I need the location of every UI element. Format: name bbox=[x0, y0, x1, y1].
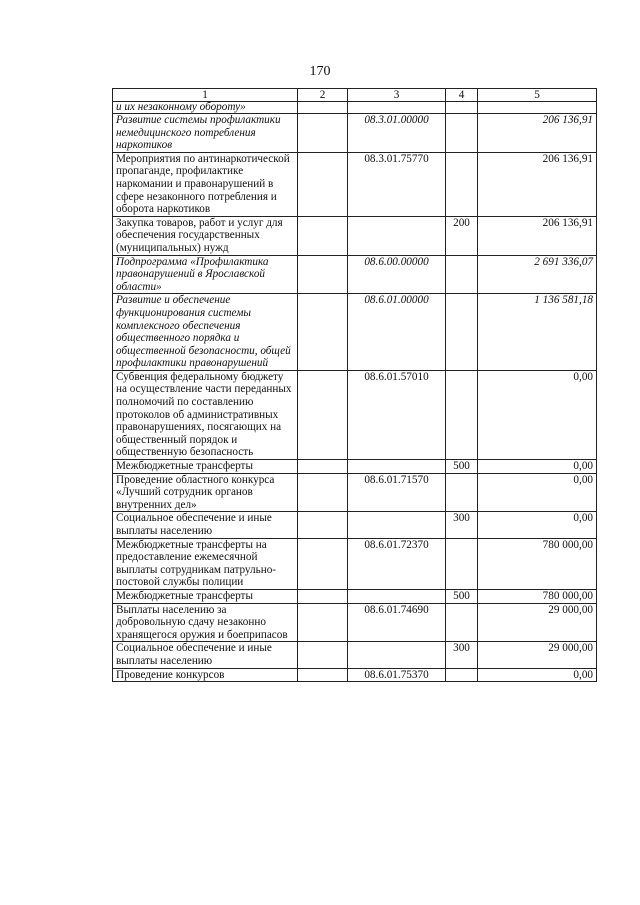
table-row bbox=[113, 642, 597, 668]
table-row bbox=[113, 603, 597, 642]
row-name: Выплаты населению за добровольную сдачу незаконно хранящегося оружия и боеприпасов bbox=[113, 603, 298, 642]
table-row bbox=[113, 370, 597, 459]
table-body bbox=[113, 102, 597, 682]
row-sum: 206 136,91 bbox=[478, 152, 597, 216]
table-header-row bbox=[113, 89, 597, 102]
row-expense-type bbox=[446, 102, 478, 114]
row-name: Мероприятия по антинаркотической пропаганде, профилактике наркомании и правонарушений в сфере незаконного потребления и оборота наркотиков bbox=[113, 152, 298, 216]
row-col-2 bbox=[298, 512, 348, 538]
row-col-2 bbox=[298, 102, 348, 114]
row-col-2 bbox=[298, 460, 348, 474]
row-name: Проведение конкурсов bbox=[113, 668, 298, 682]
row-sum: 0,00 bbox=[478, 370, 597, 459]
table-row bbox=[113, 460, 597, 474]
row-sum: 206 136,91 bbox=[478, 114, 597, 153]
table-row bbox=[113, 512, 597, 538]
table-row bbox=[113, 668, 597, 682]
table-row bbox=[113, 114, 597, 153]
row-expense-type: 300 bbox=[446, 512, 478, 538]
table-row bbox=[113, 473, 597, 512]
row-name: Межбюджетные трансферты на предоставление ежемесячной выплаты сотрудникам патрульно-постовой службы полиции bbox=[113, 538, 298, 589]
row-sum: 780 000,00 bbox=[478, 589, 597, 603]
row-expense-type bbox=[446, 114, 478, 153]
row-target-code bbox=[348, 589, 446, 603]
row-expense-type bbox=[446, 370, 478, 459]
row-expense-type bbox=[446, 668, 478, 682]
row-name: Социальное обеспечение и иные выплаты населению bbox=[113, 512, 298, 538]
table-row bbox=[113, 102, 597, 114]
row-name: и их незаконному обороту» bbox=[113, 102, 298, 114]
page-number: 170 bbox=[309, 64, 331, 79]
row-target-code: 08.6.00.00000 bbox=[348, 255, 446, 294]
row-sum: 0,00 bbox=[478, 473, 597, 512]
row-sum: 29 000,00 bbox=[478, 642, 597, 668]
row-col-2 bbox=[298, 668, 348, 682]
row-expense-type bbox=[446, 538, 478, 589]
row-col-2 bbox=[298, 370, 348, 459]
table-row bbox=[113, 589, 597, 603]
row-col-2 bbox=[298, 642, 348, 668]
row-col-2 bbox=[298, 538, 348, 589]
table-row bbox=[113, 152, 597, 216]
row-name: Социальное обеспечение и иные выплаты населению bbox=[113, 642, 298, 668]
row-target-code bbox=[348, 642, 446, 668]
row-sum: 0,00 bbox=[478, 668, 597, 682]
row-col-2 bbox=[298, 473, 348, 512]
row-sum bbox=[478, 102, 597, 114]
row-col-2 bbox=[298, 603, 348, 642]
row-name: Подпрограмма «Профилактика правонарушений в Ярославской области» bbox=[113, 255, 298, 294]
row-expense-type: 200 bbox=[446, 216, 478, 255]
row-name: Закупка товаров, работ и услуг для обеспечения государственных (муниципальных) нужд bbox=[113, 216, 298, 255]
row-target-code bbox=[348, 512, 446, 538]
row-expense-type: 300 bbox=[446, 642, 478, 668]
header-col-4: 4 bbox=[446, 89, 478, 102]
row-sum: 29 000,00 bbox=[478, 603, 597, 642]
row-sum: 0,00 bbox=[478, 512, 597, 538]
row-expense-type bbox=[446, 152, 478, 216]
row-col-2 bbox=[298, 216, 348, 255]
table-row bbox=[113, 294, 597, 371]
row-expense-type: 500 bbox=[446, 460, 478, 474]
row-target-code bbox=[348, 102, 446, 114]
row-col-2 bbox=[298, 255, 348, 294]
table-row bbox=[113, 538, 597, 589]
header-col-2: 2 bbox=[298, 89, 348, 102]
row-col-2 bbox=[298, 114, 348, 153]
row-target-code: 08.3.01.00000 bbox=[348, 114, 446, 153]
budget-table bbox=[112, 88, 597, 682]
row-name: Субвенция федеральному бюджету на осуществление части переданных полномочий по составлению протоколов об административных правонарушениях, посягающих на общественный порядок и общественную безопасность bbox=[113, 370, 298, 459]
header-col-1: 1 bbox=[113, 89, 298, 102]
row-name: Развитие и обеспечение функционирования системы комплексного обеспечения общественного порядка и общественной безопасности, общей профилактики правонарушений bbox=[113, 294, 298, 371]
row-expense-type: 500 bbox=[446, 589, 478, 603]
row-name: Развитие системы профилактики немедицинского потребления наркотиков bbox=[113, 114, 298, 153]
row-name: Межбюджетные трансферты bbox=[113, 460, 298, 474]
row-sum: 1 136 581,18 bbox=[478, 294, 597, 371]
row-sum: 2 691 336,07 bbox=[478, 255, 597, 294]
row-target-code: 08.6.01.75370 bbox=[348, 668, 446, 682]
row-col-2 bbox=[298, 152, 348, 216]
row-name: Межбюджетные трансферты bbox=[113, 589, 298, 603]
row-target-code: 08.6.01.00000 bbox=[348, 294, 446, 371]
row-sum: 0,00 bbox=[478, 460, 597, 474]
row-expense-type bbox=[446, 473, 478, 512]
table-row bbox=[113, 255, 597, 294]
row-col-2 bbox=[298, 589, 348, 603]
row-target-code bbox=[348, 460, 446, 474]
row-target-code: 08.6.01.57010 bbox=[348, 370, 446, 459]
row-sum: 206 136,91 bbox=[478, 216, 597, 255]
row-target-code: 08.6.01.72370 bbox=[348, 538, 446, 589]
row-name: Проведение областного конкурса «Лучший сотрудник органов внутренних дел» bbox=[113, 473, 298, 512]
row-expense-type bbox=[446, 255, 478, 294]
row-expense-type bbox=[446, 294, 478, 371]
table-row bbox=[113, 216, 597, 255]
header-col-5: 5 bbox=[478, 89, 597, 102]
row-target-code: 08.6.01.71570 bbox=[348, 473, 446, 512]
row-target-code: 08.6.01.74690 bbox=[348, 603, 446, 642]
row-target-code: 08.3.01.75770 bbox=[348, 152, 446, 216]
header-col-3: 3 bbox=[348, 89, 446, 102]
row-col-2 bbox=[298, 294, 348, 371]
row-expense-type bbox=[446, 603, 478, 642]
row-sum: 780 000,00 bbox=[478, 538, 597, 589]
row-target-code bbox=[348, 216, 446, 255]
